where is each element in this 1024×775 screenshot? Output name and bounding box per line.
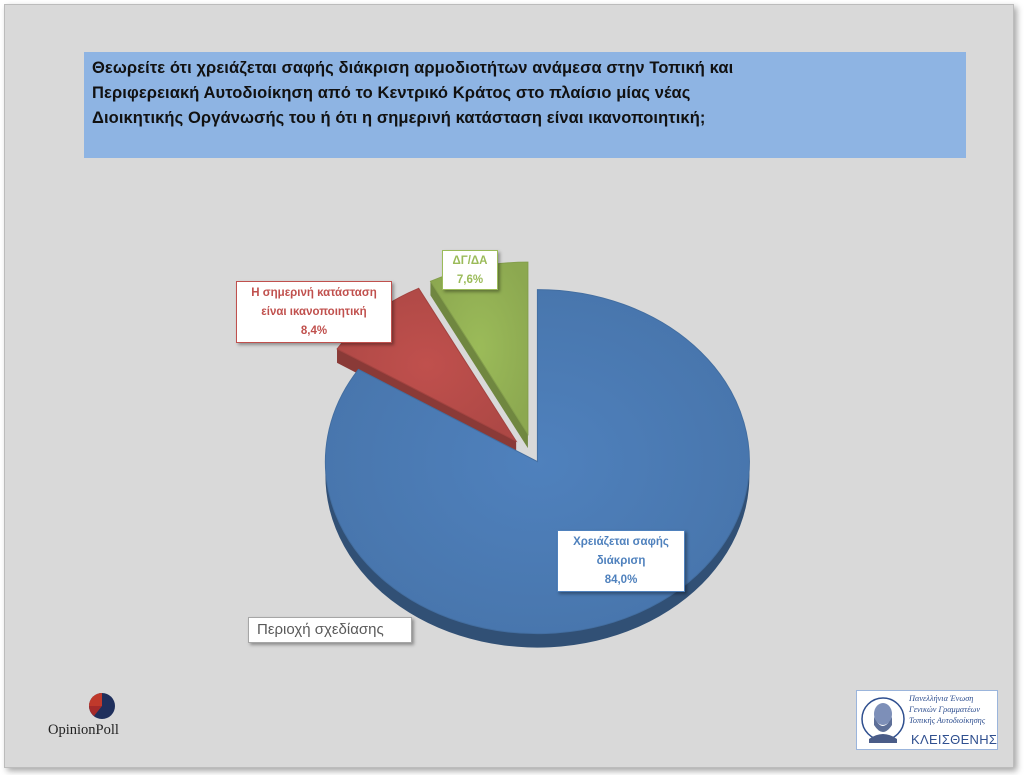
opinionpoll-logo [48,688,158,744]
label-value: 84,0% [604,574,638,586]
opinionpoll-circle-icon [88,692,116,720]
question-line: Θεωρείτε ότι χρειάζεται σαφής διάκριση αρμοδιοτήτων ανάμεσα στην Τοπική και [92,59,734,77]
slice-label-satisfactory [236,281,392,343]
slice-label-dont-know [442,250,498,290]
question-line: Διοικητικής Οργάνωσής του ή ότι η σημερινή κατάσταση είναι ικανοποιητική; [92,109,706,127]
label-text: ΔΓ/ΔΑ [452,255,488,267]
plot-area-tooltip: Περιοχή σχεδίασης [248,617,412,643]
label-text: Η σημερινή κατάσταση [251,287,377,299]
opinionpoll-text: OpinionPoll [48,722,119,738]
org-line: Γενικών Γραμματέων [909,705,981,714]
label-text: είναι ικανοποιητική [261,306,367,318]
bust-icon [861,695,905,747]
slice-label-clear-distinction [557,530,685,592]
question-line: Περιφερειακή Αυτοδιοίκηση από το Κεντρικό Κράτος στο πλαίσιο μίας νέας [92,84,691,102]
label-text: διάκριση [596,555,646,567]
org-line: Πανελλήνια Ένωση [909,694,974,703]
kleisthenis-logo [856,690,998,750]
label-value: 8,4% [300,325,328,337]
org-line: Τοπικής Αυτοδιοίκησης [909,716,986,725]
label-text: Χρειάζεται σαφής [573,536,669,548]
label-value: 7,6% [456,274,484,286]
org-name: ΚΛΕΙΣΘΕΝΗΣ [911,732,998,747]
